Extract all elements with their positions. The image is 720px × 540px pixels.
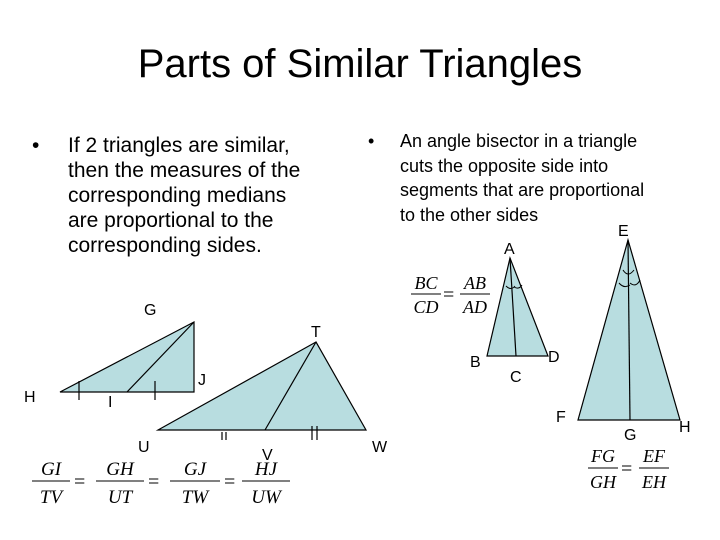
label-e: E xyxy=(618,223,629,240)
label-j: J xyxy=(198,372,206,389)
bullet-line: cuts the opposite side into xyxy=(400,155,609,176)
fraction-denominator: CD xyxy=(413,297,439,317)
bullet-symbol: • xyxy=(32,134,40,157)
equals-sign: = xyxy=(74,471,86,493)
bisector-triangle-efh-group xyxy=(556,223,691,444)
bullet-line: segments that are proportional xyxy=(400,180,645,200)
fraction-denominator: UW xyxy=(251,487,281,508)
label-g: G xyxy=(144,302,157,319)
bullet-line: to the other sides xyxy=(400,204,539,225)
triangle-abd xyxy=(487,258,548,356)
fraction-numerator: GH xyxy=(106,459,134,480)
equals-sign: = xyxy=(621,458,633,480)
fraction-numerator: BC xyxy=(414,273,438,293)
small-triangle-group xyxy=(24,302,206,411)
fraction-numerator: HJ xyxy=(254,459,278,480)
bullet-line: corresponding medians xyxy=(68,184,287,207)
label-g2: G xyxy=(624,427,637,444)
equals-sign: = xyxy=(224,471,236,493)
label-v: V xyxy=(262,447,273,464)
fraction-denominator: TW xyxy=(181,487,209,508)
label-d: D xyxy=(548,349,560,366)
fraction-denominator: GH xyxy=(590,472,616,492)
bullet-symbol: • xyxy=(368,131,375,151)
slide-title: Parts of Similar Triangles xyxy=(137,42,583,86)
equals-sign: = xyxy=(148,471,160,493)
fraction-numerator: EF xyxy=(643,446,665,466)
bullet-line: If 2 triangles are similar, xyxy=(68,134,290,157)
fraction-numerator: GI xyxy=(40,459,62,480)
label-b: B xyxy=(470,354,481,371)
bullet-line: An angle bisector in a triangle xyxy=(400,131,638,151)
fraction-numerator: AB xyxy=(464,273,486,293)
label-c: C xyxy=(510,369,522,386)
bisector-proportion-abd xyxy=(411,273,490,317)
label-u: U xyxy=(138,439,150,456)
fraction-denominator: EH xyxy=(642,472,666,492)
fraction-denominator: UT xyxy=(107,487,133,508)
bullet-line: corresponding sides. xyxy=(68,234,262,257)
fraction-numerator: FG xyxy=(591,446,615,466)
label-i: I xyxy=(108,394,113,411)
equals-sign: = xyxy=(443,284,455,306)
label-a: A xyxy=(504,241,515,258)
median-proportion xyxy=(32,459,290,508)
label-f: F xyxy=(556,409,566,426)
label-h2: H xyxy=(679,419,691,436)
bullet-line: are proportional to the xyxy=(68,209,274,232)
label-t: T xyxy=(311,324,321,341)
label-h: H xyxy=(24,389,36,406)
bullet-line: then the measures of the xyxy=(68,159,301,182)
label-w: W xyxy=(372,439,388,456)
fraction-numerator: GJ xyxy=(183,459,207,480)
bisector-proportion-efh xyxy=(588,446,669,492)
fraction-denominator: TV xyxy=(39,487,63,508)
fraction-denominator: AD xyxy=(463,297,487,317)
triangle-ghj xyxy=(60,322,194,392)
